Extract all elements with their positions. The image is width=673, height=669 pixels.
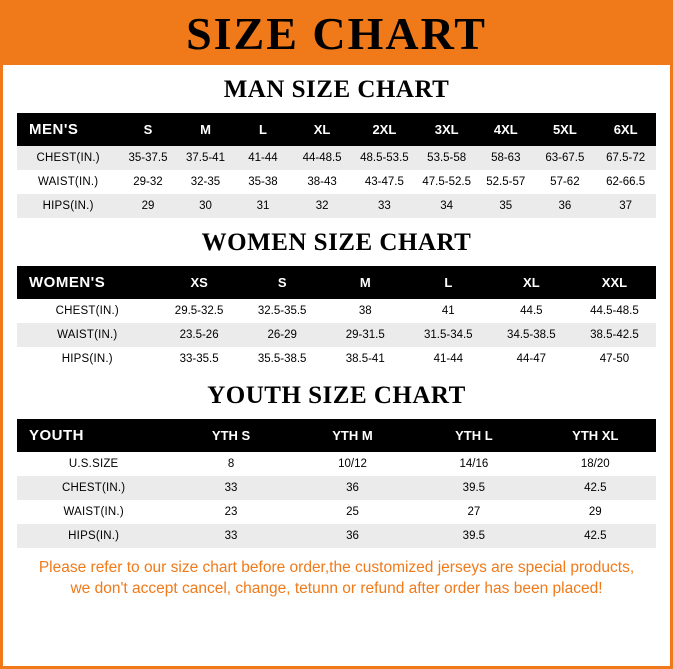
table-row — [17, 476, 656, 500]
table-row — [17, 524, 656, 548]
table-cell: 38 — [324, 299, 407, 323]
table-cell: 33 — [170, 476, 291, 500]
women-header-cell: M — [324, 266, 407, 299]
table-cell: 33-35.5 — [158, 347, 241, 371]
table-cell: 42.5 — [535, 524, 656, 548]
table-cell: 32 — [292, 194, 353, 218]
table-cell: 44.5-48.5 — [573, 299, 656, 323]
table-cell: 44-47 — [490, 347, 573, 371]
table-cell: 37 — [595, 194, 656, 218]
row-label: HIPS(IN.) — [17, 194, 119, 218]
row-label: CHEST(IN.) — [17, 146, 119, 170]
table-cell: 41-44 — [407, 347, 490, 371]
page-banner — [3, 3, 670, 65]
table-row — [17, 452, 656, 476]
table-cell: 36 — [292, 524, 413, 548]
table-row — [17, 299, 656, 323]
table-cell: 27 — [413, 500, 534, 524]
table-cell: 18/20 — [535, 452, 656, 476]
men-header-cell: 5XL — [535, 113, 596, 146]
table-cell: 31.5-34.5 — [407, 323, 490, 347]
table-row — [17, 347, 656, 371]
table-row — [17, 194, 656, 218]
table-cell: 53.5-58 — [416, 146, 477, 170]
row-label: WAIST(IN.) — [17, 500, 170, 524]
table-row — [17, 500, 656, 524]
table-cell: 42.5 — [535, 476, 656, 500]
table-cell: 29 — [119, 194, 177, 218]
table-cell: 32.5-35.5 — [241, 299, 324, 323]
table-cell: 29 — [535, 500, 656, 524]
women-header-cell: WOMEN'S — [17, 266, 158, 299]
youth-header-cell: YTH L — [413, 419, 534, 452]
table-cell: 35 — [477, 194, 535, 218]
order-notice-line-2: we don't accept cancel, change, tetunn or refund after order has been placed! — [70, 579, 603, 597]
order-notice — [3, 548, 670, 604]
table-cell: 31 — [234, 194, 292, 218]
women-section — [3, 229, 670, 371]
table-cell: 33 — [170, 524, 291, 548]
table-cell: 48.5-53.5 — [352, 146, 416, 170]
table-cell: 62-66.5 — [595, 170, 656, 194]
row-label: WAIST(IN.) — [17, 170, 119, 194]
women-header-cell: S — [241, 266, 324, 299]
table-cell: 47.5-52.5 — [416, 170, 477, 194]
table-cell: 34.5-38.5 — [490, 323, 573, 347]
women-header-cell: XS — [158, 266, 241, 299]
women-table-header-row — [17, 266, 656, 299]
table-cell: 36 — [292, 476, 413, 500]
table-cell: 25 — [292, 500, 413, 524]
row-label: HIPS(IN.) — [17, 524, 170, 548]
men-section — [3, 76, 670, 218]
youth-section-title: YOUTH SIZE CHART — [207, 382, 466, 409]
women-header-cell: L — [407, 266, 490, 299]
table-cell: 39.5 — [413, 524, 534, 548]
youth-header-cell: YTH XL — [535, 419, 656, 452]
table-cell: 23.5-26 — [158, 323, 241, 347]
men-header-cell: MEN'S — [17, 113, 119, 146]
youth-header-cell: YTH S — [170, 419, 291, 452]
men-section-title: MAN SIZE CHART — [223, 76, 450, 103]
men-header-cell: L — [234, 113, 292, 146]
men-size-table — [17, 113, 656, 218]
table-cell: 44-48.5 — [292, 146, 353, 170]
table-cell: 47-50 — [573, 347, 656, 371]
table-cell: 35-37.5 — [119, 146, 177, 170]
table-cell: 26-29 — [241, 323, 324, 347]
table-cell: 8 — [170, 452, 291, 476]
women-section-title: WOMEN SIZE CHART — [201, 229, 472, 256]
table-cell: 36 — [535, 194, 596, 218]
youth-size-table — [17, 419, 656, 548]
table-cell: 43-47.5 — [352, 170, 416, 194]
table-cell: 38.5-41 — [324, 347, 407, 371]
table-cell: 34 — [416, 194, 477, 218]
men-header-cell: XL — [292, 113, 353, 146]
table-cell: 41-44 — [234, 146, 292, 170]
men-header-cell: 4XL — [477, 113, 535, 146]
table-cell: 52.5-57 — [477, 170, 535, 194]
youth-section — [3, 382, 670, 548]
youth-table-header-row — [17, 419, 656, 452]
women-header-cell: XXL — [573, 266, 656, 299]
table-row — [17, 323, 656, 347]
row-label: U.S.SIZE — [17, 452, 170, 476]
men-header-cell: M — [177, 113, 235, 146]
table-cell: 29.5-32.5 — [158, 299, 241, 323]
table-cell: 30 — [177, 194, 235, 218]
row-label: HIPS(IN.) — [17, 347, 158, 371]
table-cell: 41 — [407, 299, 490, 323]
page-title: SIZE CHART — [186, 8, 487, 59]
table-cell: 39.5 — [413, 476, 534, 500]
table-cell: 29-32 — [119, 170, 177, 194]
table-cell: 23 — [170, 500, 291, 524]
women-size-table — [17, 266, 656, 371]
table-cell: 35-38 — [234, 170, 292, 194]
table-cell: 14/16 — [413, 452, 534, 476]
women-header-cell: XL — [490, 266, 573, 299]
row-label: CHEST(IN.) — [17, 299, 158, 323]
table-cell: 57-62 — [535, 170, 596, 194]
men-header-cell: 3XL — [416, 113, 477, 146]
table-cell: 63-67.5 — [535, 146, 596, 170]
men-header-cell: S — [119, 113, 177, 146]
table-cell: 32-35 — [177, 170, 235, 194]
row-label: CHEST(IN.) — [17, 476, 170, 500]
table-cell: 33 — [352, 194, 416, 218]
men-header-cell: 2XL — [352, 113, 416, 146]
men-table-header-row — [17, 113, 656, 146]
table-cell: 38.5-42.5 — [573, 323, 656, 347]
youth-header-cell: YOUTH — [17, 419, 170, 452]
table-cell: 67.5-72 — [595, 146, 656, 170]
table-cell: 44.5 — [490, 299, 573, 323]
table-cell: 38-43 — [292, 170, 353, 194]
row-label: WAIST(IN.) — [17, 323, 158, 347]
table-cell: 37.5-41 — [177, 146, 235, 170]
table-row — [17, 170, 656, 194]
table-cell: 58-63 — [477, 146, 535, 170]
order-notice-line-1: Please refer to our size chart before order,the customized jerseys are special products, — [38, 559, 635, 576]
table-row — [17, 146, 656, 170]
table-cell: 35.5-38.5 — [241, 347, 324, 371]
table-cell: 10/12 — [292, 452, 413, 476]
youth-header-cell: YTH M — [292, 419, 413, 452]
men-header-cell: 6XL — [595, 113, 656, 146]
table-cell: 29-31.5 — [324, 323, 407, 347]
